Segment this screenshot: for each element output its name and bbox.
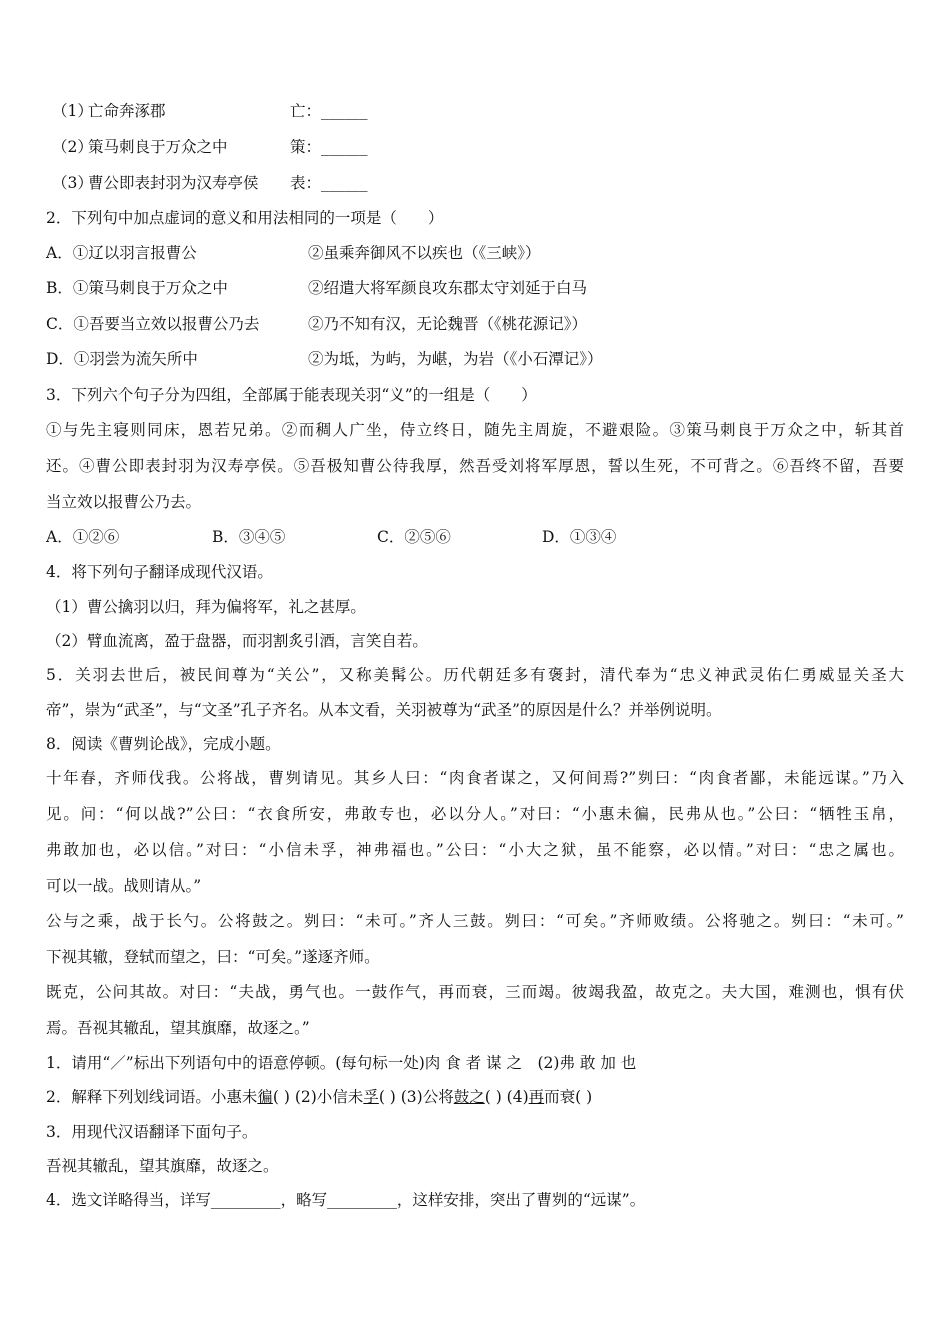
q2-option-a-left: A．①辽以羽言报曹公 <box>46 244 197 262</box>
vocab-item-3-blank: 表：______ <box>290 174 368 192</box>
q8-sub-question-3: 3．用现代汉语翻译下面句子。 <box>46 1123 258 1141</box>
q8-sub-question-1: 1．请用“／”标出下列语句中的语意停顿。(每句标一处)肉 食 者 谋 之 (2)弗 敢 加 也 <box>46 1054 637 1072</box>
q8-passage-p1-line-2: 见。问：“何以战?”公曰：“衣食所安，弗敢专也，必以分人。”对曰：“小惠未徧，民弗从也。”公曰：“牺牲玉帛， <box>46 805 904 823</box>
q3-stem: 3．下列六个句子分为四组，全部属于能表现关羽“义”的一组是（ ） <box>46 386 537 404</box>
vocab-item-3-num: （3） <box>52 174 93 192</box>
q8-sub2-pre: 2．解释下列划线词语。小惠未 <box>46 1088 258 1106</box>
q4-item-1: （1）曹公擒羽以归，拜为偏将军，礼之甚厚。 <box>46 598 366 616</box>
q8-heading: 8．阅读《曹刿论战》，完成小题。 <box>46 735 281 753</box>
q8-sub3-sentence: 吾视其辙乱，望其旗靡，故逐之。 <box>46 1157 279 1175</box>
q4-item-2: （2）臂血流离，盈于盘器，而羽割炙引酒，言笑自若。 <box>46 632 428 650</box>
q8-passage-p1-line-4: 可以一战。战则请从。” <box>46 877 202 895</box>
q8-sub2-mid-1: ( ) (2)小信未 <box>272 1088 364 1106</box>
q4-stem: 4．将下列句子翻译成现代汉语。 <box>46 563 273 581</box>
q3-sentences-line-1: ①与先主寝则同床，恩若兄弟。②而稠人广坐，侍立终日，随先主周旋，不避艰险。③策马刺良于万众之中，斩其首 <box>46 421 904 439</box>
q8-passage-p1-line-3: 弗敢加也，必以信。”对曰：“小信未孚，神弗福也。”公曰：“小大之狱，虽不能察，必以情。”对曰：“忠之属也。 <box>46 841 904 859</box>
vocab-item-2-num: （2） <box>52 138 93 156</box>
q2-option-c-left: C．①吾要当立效以报曹公乃去 <box>46 315 260 333</box>
q3-sentences-line-2: 还。④曹公即表封羽为汉寿亭侯。⑤吾极知曹公待我厚，然吾受刘将军厚恩，誓以生死，不可背之。⑥吾终不留，吾要 <box>46 457 904 475</box>
q8-passage-p3-line-2: 焉。吾视其辙乱，望其旗靡，故逐之。” <box>46 1019 310 1037</box>
q8-sub2-word-2: 孚 <box>363 1088 379 1106</box>
q8-sub2-post: 而衰( ) <box>544 1088 593 1106</box>
q3-sentences-line-3: 当立效以报曹公乃去。 <box>46 493 202 511</box>
q8-sub2-word-1: 徧 <box>257 1088 273 1106</box>
q3-option-c: C．②⑤⑥ <box>377 528 451 546</box>
q8-sub2-mid-2: ( ) (3)公将 <box>378 1088 454 1106</box>
q8-sub2-mid-3: ( ) (4) <box>484 1088 529 1106</box>
q8-passage-p1-line-1: 十年春，齐师伐我。公将战，曹刿请见。其乡人曰：“肉食者谋之，又何间焉?”刿曰：“肉食者鄙，未能远谋。”乃入 <box>46 769 904 787</box>
q2-option-a-right: ②虽乘奔御风不以疾也（《三峡》） <box>308 244 541 262</box>
q3-option-d: D．①③④ <box>542 528 617 546</box>
q5-line-2: 帝”，崇为“武圣”，与“文圣”孔子齐名。从本文看，关羽被尊为“武圣”的原因是什么？并举例说明。 <box>46 701 722 719</box>
vocab-item-1-num: （1） <box>52 102 93 120</box>
vocab-item-3-sentence: 曹公即表封羽为汉寿亭侯 <box>88 174 259 192</box>
vocab-item-1-sentence: 亡命奔涿郡 <box>88 102 166 120</box>
q5-line-1: 5．关羽去世后，被民间尊为“关公”，又称美髯公。历代朝廷多有褒封，清代奉为“忠义神武灵佑仁勇威显关圣大 <box>46 666 904 684</box>
vocab-item-2-sentence: 策马刺良于万众之中 <box>88 138 228 156</box>
q8-passage-p2-line-1: 公与之乘，战于长勺。公将鼓之。刿曰：“未可。”齐人三鼓。刿曰：“可矣。”齐师败绩。公将驰之。刿曰：“未可。” <box>46 912 904 930</box>
q8-sub2-word-4: 再 <box>528 1088 545 1106</box>
q8-sub2-word-3: 鼓之 <box>453 1088 485 1106</box>
q2-option-d-right: ②为坻，为屿，为嵁，为岩（《小石潭记》） <box>308 350 603 368</box>
vocab-item-2-blank: 策：______ <box>290 138 368 156</box>
q3-option-a: A．①②⑥ <box>46 528 120 546</box>
q2-stem: 2．下列句中加点虚词的意义和用法相同的一项是（ ） <box>46 209 444 227</box>
q2-option-b-left: B．①策马刺良于万众之中 <box>46 279 228 297</box>
q2-option-b-right: ②绍遣大将军颜良攻东郡太守刘延于白马 <box>308 279 588 297</box>
vocab-item-1-blank: 亡：______ <box>290 102 368 120</box>
q8-sub-question-2 <box>46 1086 592 1108</box>
q8-passage-p2-line-2: 下视其辙，登轼而望之，曰：“可矣。”遂逐齐师。 <box>46 948 380 966</box>
q2-option-c-right: ②乃不知有汉，无论魏晋（《桃花源记》） <box>308 315 588 333</box>
q2-option-d-left: D．①羽尝为流矢所中 <box>46 350 198 368</box>
q3-option-b: B．③④⑤ <box>212 528 286 546</box>
q8-passage-p3-line-1: 既克，公问其故。对曰：“夫战，勇气也。一鼓作气，再而衰，三而竭。彼竭我盈，故克之。夫大国，难测也，惧有伏 <box>46 983 904 1001</box>
q8-sub-question-4: 4．选文详略得当，详写_________，略写_________，这样安排，突出了曹刿的“远谋”。 <box>46 1191 646 1209</box>
